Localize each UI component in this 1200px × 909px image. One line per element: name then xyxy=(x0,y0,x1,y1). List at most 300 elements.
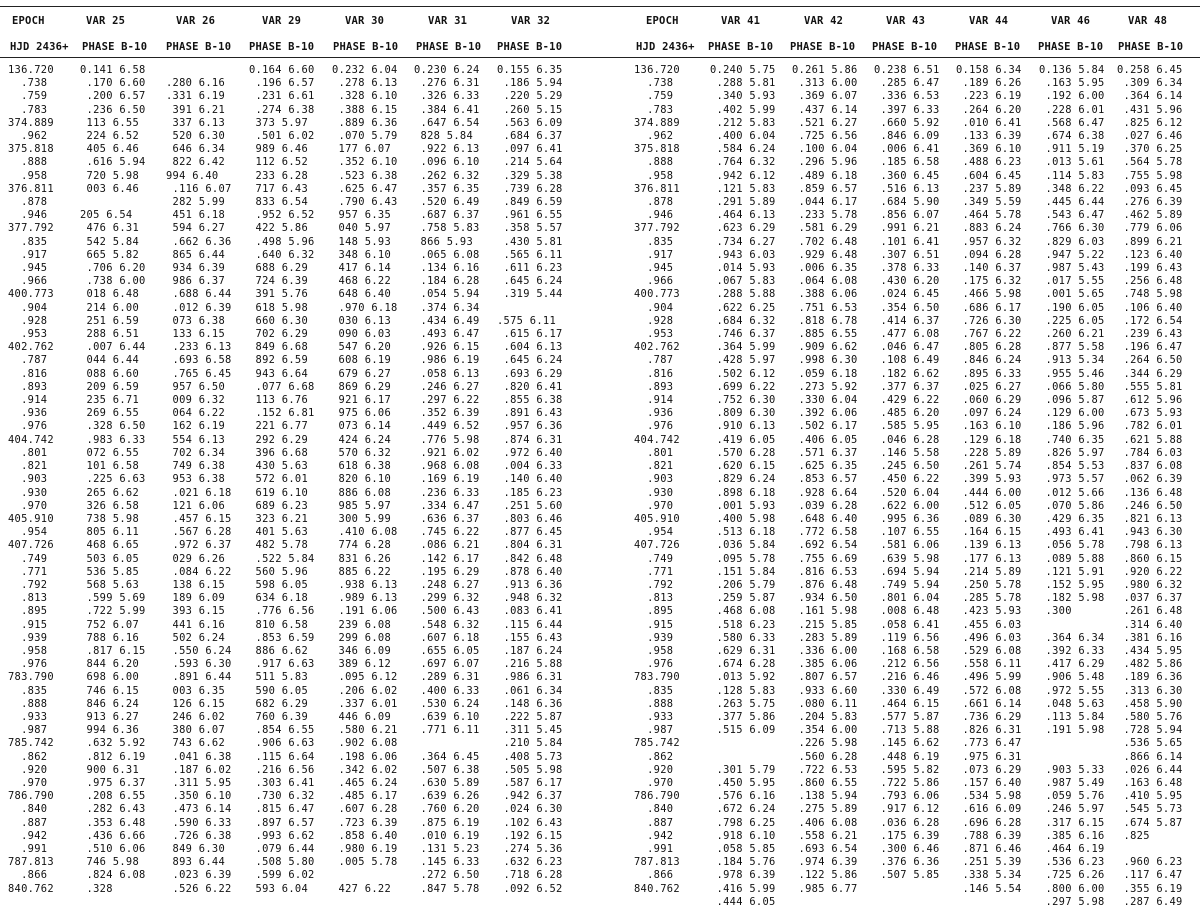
table-cell: .570 6.28 xyxy=(710,446,776,459)
table-cell: .275 5.89 xyxy=(792,803,858,816)
table-cell: .231 6.61 xyxy=(249,90,315,103)
table-cell: .993 6.62 xyxy=(249,829,315,842)
table-cell: .904 xyxy=(634,301,674,314)
table-cell: .801 xyxy=(634,446,674,459)
table-cell: .139 6.13 xyxy=(956,539,1022,552)
table-cell: .957 6.36 xyxy=(497,420,563,433)
table-cell: .264 6.50 xyxy=(1117,354,1183,367)
table-cell: .813 xyxy=(8,592,48,605)
table-cell: .913 5.34 xyxy=(1039,354,1105,367)
table-cell: .739 6.28 xyxy=(497,182,563,195)
table-cell: .410 6.08 xyxy=(332,526,398,539)
table-cell: 866 5.93 xyxy=(414,235,474,248)
table-cell: 760 6.39 xyxy=(249,710,309,723)
table-cell: .904 xyxy=(8,301,48,314)
table-cell: .798 6.13 xyxy=(1117,539,1183,552)
table-cell: .622 6.00 xyxy=(874,499,940,512)
table-cell: .358 5.57 xyxy=(497,222,563,235)
table-cell: 040 5.97 xyxy=(332,222,392,235)
table-cell: .223 6.19 xyxy=(956,90,1022,103)
right-subheader-1: PHASE B-10 xyxy=(708,41,774,53)
table-cell: .027 6.46 xyxy=(1117,130,1183,143)
table-cell: 402.762 xyxy=(8,341,54,354)
table-cell: .958 xyxy=(634,169,674,182)
table-cell: .972 6.40 xyxy=(497,446,563,459)
table-cell: 957 6.50 xyxy=(166,380,226,393)
table-cell: .169 6.19 xyxy=(414,473,480,486)
table-cell: .877 5.58 xyxy=(1039,341,1105,354)
table-cell: .891 6.43 xyxy=(497,407,563,420)
table-cell: .934 6.50 xyxy=(792,592,858,605)
table-cell: 934 6.39 xyxy=(166,262,226,275)
table-cell: .970 6.18 xyxy=(332,301,398,314)
table-cell: .036 6.28 xyxy=(874,816,940,829)
table-cell: 0.155 6.35 xyxy=(497,64,563,76)
table-cell: .604 6.13 xyxy=(497,341,563,354)
table-cell: 554 6.13 xyxy=(166,433,226,446)
table-cell: 374.889 xyxy=(634,116,680,129)
table-cell: .580 6.21 xyxy=(332,724,398,737)
table-cell: 0.232 6.04 xyxy=(332,64,398,76)
table-cell: .107 6.55 xyxy=(874,526,940,539)
table-cell: .319 5.44 xyxy=(497,288,563,301)
table-cell: 717 6.43 xyxy=(249,182,309,195)
table-cell: .263 5.75 xyxy=(710,697,776,710)
table-cell: .577 5.87 xyxy=(874,710,940,723)
table-cell: .749 xyxy=(634,552,674,565)
table-cell: 985 5.97 xyxy=(332,499,392,512)
table-cell: .771 6.11 xyxy=(414,724,480,737)
table-cell: 785.742 xyxy=(634,737,680,750)
table-cell: .746 6.37 xyxy=(710,328,776,341)
table-cell: 018 6.48 xyxy=(80,288,140,301)
table-cell: .399 5.93 xyxy=(956,473,1022,486)
table-cell: .632 5.92 xyxy=(80,737,146,750)
table-cell: 869 6.29 xyxy=(332,380,392,393)
table-cell: .276 6.39 xyxy=(1117,196,1183,209)
table-cell: .846 6.09 xyxy=(874,130,940,143)
table-cell: .175 6.32 xyxy=(956,275,1022,288)
table-cell: .400 5.98 xyxy=(710,512,776,525)
table-cell: 233 6.28 xyxy=(249,169,309,182)
table-cell: .607 6.28 xyxy=(332,803,398,816)
table-cell: .943 6.30 xyxy=(1117,526,1183,539)
table-cell: 224 6.52 xyxy=(80,130,140,143)
table-cell: 886 6.08 xyxy=(332,486,392,499)
table-cell: .906 6.63 xyxy=(249,737,315,750)
table-cell: .353 6.48 xyxy=(80,816,146,829)
table-cell: .408 5.73 xyxy=(497,750,563,763)
table-cell: 846 6.24 xyxy=(80,697,140,710)
table-cell: 520 6.30 xyxy=(166,130,226,143)
table-cell: .590 6.33 xyxy=(166,816,232,829)
table-cell: .233 6.13 xyxy=(166,341,232,354)
table-cell: .915 xyxy=(8,618,48,631)
table-cell: 177 6.07 xyxy=(332,143,392,156)
table-cell: .684 6.32 xyxy=(710,314,776,327)
table-cell: .776 5.98 xyxy=(414,433,480,446)
table-cell: .686 6.17 xyxy=(956,301,1022,314)
table-cell: .903 5.33 xyxy=(1039,763,1105,776)
table-cell: .759 xyxy=(634,90,674,103)
table-cell: .798 6.25 xyxy=(710,816,776,829)
table-cell: .385 6.16 xyxy=(1039,829,1105,842)
table-cell: .260 5.15 xyxy=(497,103,563,116)
table-cell: .909 6.62 xyxy=(792,341,858,354)
top-rule xyxy=(0,6,1200,7)
table-cell: .826 6.31 xyxy=(956,724,1022,737)
table-cell: .693 6.29 xyxy=(497,367,563,380)
table-cell: .462 5.89 xyxy=(1117,209,1183,222)
table-cell: .875 6.19 xyxy=(414,816,480,829)
table-cell: .616 5.94 xyxy=(80,156,146,169)
table-cell xyxy=(710,751,776,764)
table-cell: 0.164 6.60 xyxy=(249,64,315,76)
table-cell: .400 6.04 xyxy=(710,130,776,143)
table-cell: .674 6.28 xyxy=(710,658,776,671)
table-cell: .961 6.55 xyxy=(497,209,563,222)
table-cell: 0.238 6.51 xyxy=(874,64,940,76)
table-cell: .563 6.09 xyxy=(497,116,563,129)
table-cell: 743 6.62 xyxy=(166,737,226,750)
table-cell: .381 6.16 xyxy=(1117,631,1183,644)
right-subheader-4: PHASE B-10 xyxy=(955,41,1021,53)
table-cell: .186 5.94 xyxy=(497,77,563,90)
table-cell: .917 6.63 xyxy=(249,658,315,671)
table-cell: .771 xyxy=(634,565,674,578)
table-cell: .983 6.33 xyxy=(80,433,146,446)
table-cell: .101 6.41 xyxy=(874,235,940,248)
table-cell: .330 6.04 xyxy=(792,394,858,407)
table-cell: .206 5.79 xyxy=(710,578,776,591)
table-cell: .146 5.54 xyxy=(956,882,1022,895)
table-cell: 407.726 xyxy=(634,539,680,552)
table-cell: .947 5.22 xyxy=(1039,248,1105,261)
table-cell: .455 6.03 xyxy=(956,618,1022,631)
table-cell: .749 xyxy=(8,552,48,565)
table-cell: 787.813 xyxy=(8,856,54,869)
table-cell: .073 6.29 xyxy=(956,763,1022,776)
table-cell: .543 6.47 xyxy=(1039,209,1105,222)
table-cell: 0.261 5.86 xyxy=(792,64,858,76)
table-cell: .297 5.98 xyxy=(1039,895,1105,908)
table-cell: .228 6.01 xyxy=(1039,103,1105,116)
table-cell: .853 6.59 xyxy=(249,631,315,644)
table-cell: .966 xyxy=(634,275,674,288)
table-cell: 702 6.29 xyxy=(249,328,309,341)
table-cell: .697 6.07 xyxy=(414,658,480,671)
table-cell: .364 5.99 xyxy=(710,341,776,354)
table-cell: 391 6.21 xyxy=(166,103,226,116)
table-cell: .788 6.39 xyxy=(956,829,1022,842)
table-cell: .444 6.05 xyxy=(710,895,776,908)
table-cell: .510 6.06 xyxy=(80,842,146,855)
right-var-44-column xyxy=(956,64,1022,896)
table-cell: 560 5.96 xyxy=(249,565,309,578)
table-cell: .782 6.01 xyxy=(1117,420,1183,433)
table-cell: .493 6.41 xyxy=(1039,526,1105,539)
table-cell: .921 6.02 xyxy=(414,446,480,459)
table-cell: .565 6.11 xyxy=(497,248,563,261)
table-cell: .893 xyxy=(634,380,674,393)
right-header-epoch: EPOCH xyxy=(646,15,679,27)
table-cell: 831 6.26 xyxy=(332,552,392,565)
table-cell: .740 6.35 xyxy=(1039,433,1105,446)
table-cell: .849 6.59 xyxy=(497,196,563,209)
table-cell: .787 xyxy=(634,354,674,367)
table-cell: .251 5.60 xyxy=(497,499,563,512)
table-cell: .210 5.84 xyxy=(497,737,563,750)
table-cell: .505 5.98 xyxy=(497,763,563,776)
table-cell: .062 6.39 xyxy=(1117,473,1183,486)
table-cell: .066 5.80 xyxy=(1039,380,1105,393)
right-header-var-44: VAR 44 xyxy=(969,15,1009,27)
table-cell: .283 5.89 xyxy=(792,631,858,644)
table-cell: .006 6.35 xyxy=(792,262,858,275)
table-cell: .968 6.08 xyxy=(414,460,480,473)
table-cell: .406 6.05 xyxy=(792,433,858,446)
table-cell: .024 6.30 xyxy=(497,803,563,816)
table-cell: 136.720 xyxy=(8,64,54,76)
table-cell: .300 xyxy=(1039,605,1072,618)
header-rule xyxy=(0,57,1200,58)
table-cell: .734 6.27 xyxy=(710,235,776,248)
table-cell: .010 6.41 xyxy=(956,116,1022,129)
table-cell: .192 6.15 xyxy=(497,829,563,842)
table-cell: 0.158 6.34 xyxy=(956,64,1022,76)
table-cell: .261 5.74 xyxy=(956,460,1022,473)
table-cell: .876 6.48 xyxy=(792,578,858,591)
table-cell: .639 5.98 xyxy=(874,552,940,565)
table-cell: .123 6.40 xyxy=(1117,248,1183,261)
left-epoch-column xyxy=(8,64,54,896)
table-cell: .309 6.34 xyxy=(1117,77,1183,90)
table-cell: .096 6.10 xyxy=(414,156,480,169)
table-cell: .942 xyxy=(8,829,48,842)
table-cell: .954 xyxy=(634,526,674,539)
table-cell: 749 6.38 xyxy=(166,460,226,473)
table-cell: 113 6.76 xyxy=(249,394,309,407)
table-cell: .722 6.53 xyxy=(792,763,858,776)
table-cell: 404.742 xyxy=(634,433,680,446)
table-cell: .972 6.37 xyxy=(166,539,232,552)
table-cell: .581 6.29 xyxy=(792,222,858,235)
table-cell xyxy=(414,737,480,750)
table-cell: .587 6.17 xyxy=(497,776,563,789)
table-cell: .801 xyxy=(8,446,48,459)
table-cell: .862 xyxy=(8,750,48,763)
right-var-48-column xyxy=(1117,64,1183,909)
table-cell: 112 6.52 xyxy=(249,156,309,169)
table-cell: .513 6.18 xyxy=(710,526,776,539)
table-cell: .012 6.39 xyxy=(166,301,232,314)
table-cell xyxy=(1039,619,1105,632)
table-cell: .910 6.13 xyxy=(710,420,776,433)
left-subheader-3: PHASE B-10 xyxy=(249,41,315,53)
table-cell: 840.762 xyxy=(634,882,680,895)
table-cell: .216 5.88 xyxy=(497,658,563,671)
table-cell: .140 6.37 xyxy=(956,262,1022,275)
table-cell: .767 6.22 xyxy=(956,328,1022,341)
table-cell: .429 6.22 xyxy=(874,394,940,407)
table-cell: .821 xyxy=(8,460,48,473)
table-cell: .954 xyxy=(8,526,48,539)
table-cell: .636 6.37 xyxy=(414,512,480,525)
table-cell: .164 6.15 xyxy=(956,526,1022,539)
table-cell xyxy=(1039,751,1105,764)
table-cell: .214 5.89 xyxy=(956,565,1022,578)
table-cell: .957 6.32 xyxy=(956,235,1022,248)
table-cell: .037 6.37 xyxy=(1117,592,1183,605)
table-cell: .163 6.10 xyxy=(956,420,1022,433)
table-cell: .012 5.66 xyxy=(1039,486,1105,499)
table-cell: .611 6.23 xyxy=(497,262,563,275)
table-cell: .342 6.02 xyxy=(332,763,398,776)
table-cell: .942 6.12 xyxy=(710,169,776,182)
left-var-29-column xyxy=(249,64,315,896)
table-cell: .117 6.47 xyxy=(1117,869,1183,882)
table-cell: .939 xyxy=(634,631,674,644)
table-cell: .214 5.64 xyxy=(497,156,563,169)
table-cell: .330 6.49 xyxy=(874,684,940,697)
table-cell: .297 6.22 xyxy=(414,394,480,407)
table-cell: .805 6.28 xyxy=(956,341,1022,354)
table-cell: .065 6.08 xyxy=(414,248,480,261)
table-cell: .184 5.76 xyxy=(710,856,776,869)
table-cell: .239 6.43 xyxy=(1117,328,1183,341)
table-cell: .392 6.33 xyxy=(1039,644,1105,657)
table-cell: .942 xyxy=(634,829,674,842)
table-cell: 786.790 xyxy=(8,790,54,803)
table-cell: 660 6.30 xyxy=(249,314,309,327)
table-cell: .792 xyxy=(8,578,48,591)
table-cell: 121 6.06 xyxy=(166,499,226,512)
table-cell: .402 5.99 xyxy=(710,103,776,116)
table-cell: 598 6.05 xyxy=(249,578,309,591)
table-cell: 482 5.78 xyxy=(249,539,309,552)
table-cell: 265 6.62 xyxy=(80,486,140,499)
table-cell: .809 6.30 xyxy=(710,407,776,420)
table-cell: .548 6.32 xyxy=(414,618,480,631)
table-cell: 542 5.84 xyxy=(80,235,140,248)
table-cell: .771 xyxy=(8,565,48,578)
table-cell xyxy=(80,196,146,209)
table-cell: .930 xyxy=(8,486,48,499)
table-cell: .384 6.41 xyxy=(414,103,480,116)
table-cell: .516 6.13 xyxy=(874,182,940,195)
table-cell: .437 6.14 xyxy=(792,103,858,116)
table-cell: .567 6.28 xyxy=(166,526,232,539)
table-cell: .980 6.19 xyxy=(332,842,398,855)
table-cell: .485 6.17 xyxy=(332,790,398,803)
table-cell: .182 5.98 xyxy=(1039,592,1105,605)
table-cell: .064 6.08 xyxy=(792,275,858,288)
table-cell: 689 6.23 xyxy=(249,499,309,512)
table-cell: .953 xyxy=(8,328,48,341)
table-cell: .772 6.58 xyxy=(792,526,858,539)
left-var-26-column xyxy=(166,64,232,896)
right-header-var-42: VAR 42 xyxy=(804,15,844,27)
table-cell: 572 6.01 xyxy=(249,473,309,486)
table-cell: .723 6.39 xyxy=(332,816,398,829)
table-cell: .946 xyxy=(8,209,48,222)
table-cell: .920 6.22 xyxy=(1117,565,1183,578)
table-cell: 377.792 xyxy=(8,222,54,235)
table-cell: .800 6.00 xyxy=(1039,882,1105,895)
table-cell: .502 6.12 xyxy=(710,367,776,380)
table-cell: 374.889 xyxy=(8,116,54,129)
table-cell: .060 6.29 xyxy=(956,394,1022,407)
table-cell: .722 5.86 xyxy=(874,776,940,789)
table-cell: .745 6.22 xyxy=(414,526,480,539)
table-cell: .086 6.21 xyxy=(414,539,480,552)
table-cell: .191 6.06 xyxy=(332,605,398,618)
table-cell: 547 6.20 xyxy=(332,341,392,354)
table-cell: .429 6.35 xyxy=(1039,512,1105,525)
table-cell: 476 6.31 xyxy=(80,222,140,235)
left-var-31-column xyxy=(414,64,480,896)
table-cell: .014 5.93 xyxy=(710,262,776,275)
table-cell: 404.742 xyxy=(8,433,54,446)
table-cell: .260 6.21 xyxy=(1039,328,1105,341)
table-cell: .288 5.81 xyxy=(710,77,776,90)
table-cell: .835 xyxy=(634,684,674,697)
table-cell: .225 6.63 xyxy=(80,473,146,486)
table-cell: .758 5.83 xyxy=(414,222,480,235)
table-cell: .580 6.33 xyxy=(710,631,776,644)
table-cell: .458 5.90 xyxy=(1117,697,1183,710)
table-cell: .077 6.68 xyxy=(249,380,315,393)
table-cell: .008 6.48 xyxy=(874,605,940,618)
table-cell: 886 6.62 xyxy=(249,644,309,657)
table-cell: .958 xyxy=(634,644,674,657)
table-cell: .804 6.31 xyxy=(497,539,563,552)
table-cell: .571 6.37 xyxy=(792,446,858,459)
table-cell: 427 6.22 xyxy=(332,882,392,895)
table-cell: .862 xyxy=(634,750,674,763)
left-var-30-column xyxy=(332,64,398,896)
table-cell: .674 5.87 xyxy=(1117,816,1183,829)
table-cell: 073 6.38 xyxy=(166,314,226,327)
table-cell: 405.910 xyxy=(634,512,680,525)
table-cell: .507 6.38 xyxy=(414,763,480,776)
left-subheader-hjd: HJD 2436+ xyxy=(10,41,69,53)
table-cell: .477 6.08 xyxy=(874,328,940,341)
table-cell: 401 5.63 xyxy=(249,526,309,539)
table-cell: .299 6.32 xyxy=(414,592,480,605)
table-cell: .097 6.41 xyxy=(497,143,563,156)
table-cell: .508 5.80 xyxy=(249,856,315,869)
table-cell: .248 6.27 xyxy=(414,578,480,591)
table-cell: 088 6.60 xyxy=(80,367,140,380)
table-cell: .155 6.43 xyxy=(497,631,563,644)
table-cell: .108 6.49 xyxy=(874,354,940,367)
table-cell: 502 6.24 xyxy=(166,631,226,644)
table-cell: 299 6.08 xyxy=(332,631,392,644)
table-cell: .630 5.89 xyxy=(414,776,480,789)
table-cell: .245 6.50 xyxy=(874,460,940,473)
table-cell: .392 6.06 xyxy=(792,407,858,420)
table-cell: 373 5.97 xyxy=(249,116,309,129)
table-cell: .444 6.00 xyxy=(956,486,1022,499)
table-cell: .824 6.08 xyxy=(80,869,146,882)
table-cell: 375.818 xyxy=(634,143,680,156)
table-cell: .612 5.96 xyxy=(1117,394,1183,407)
table-cell: .093 6.45 xyxy=(1117,182,1183,195)
table-cell: .980 6.32 xyxy=(1117,578,1183,591)
table-cell: .645 6.24 xyxy=(497,275,563,288)
table-cell: .885 6.55 xyxy=(792,328,858,341)
